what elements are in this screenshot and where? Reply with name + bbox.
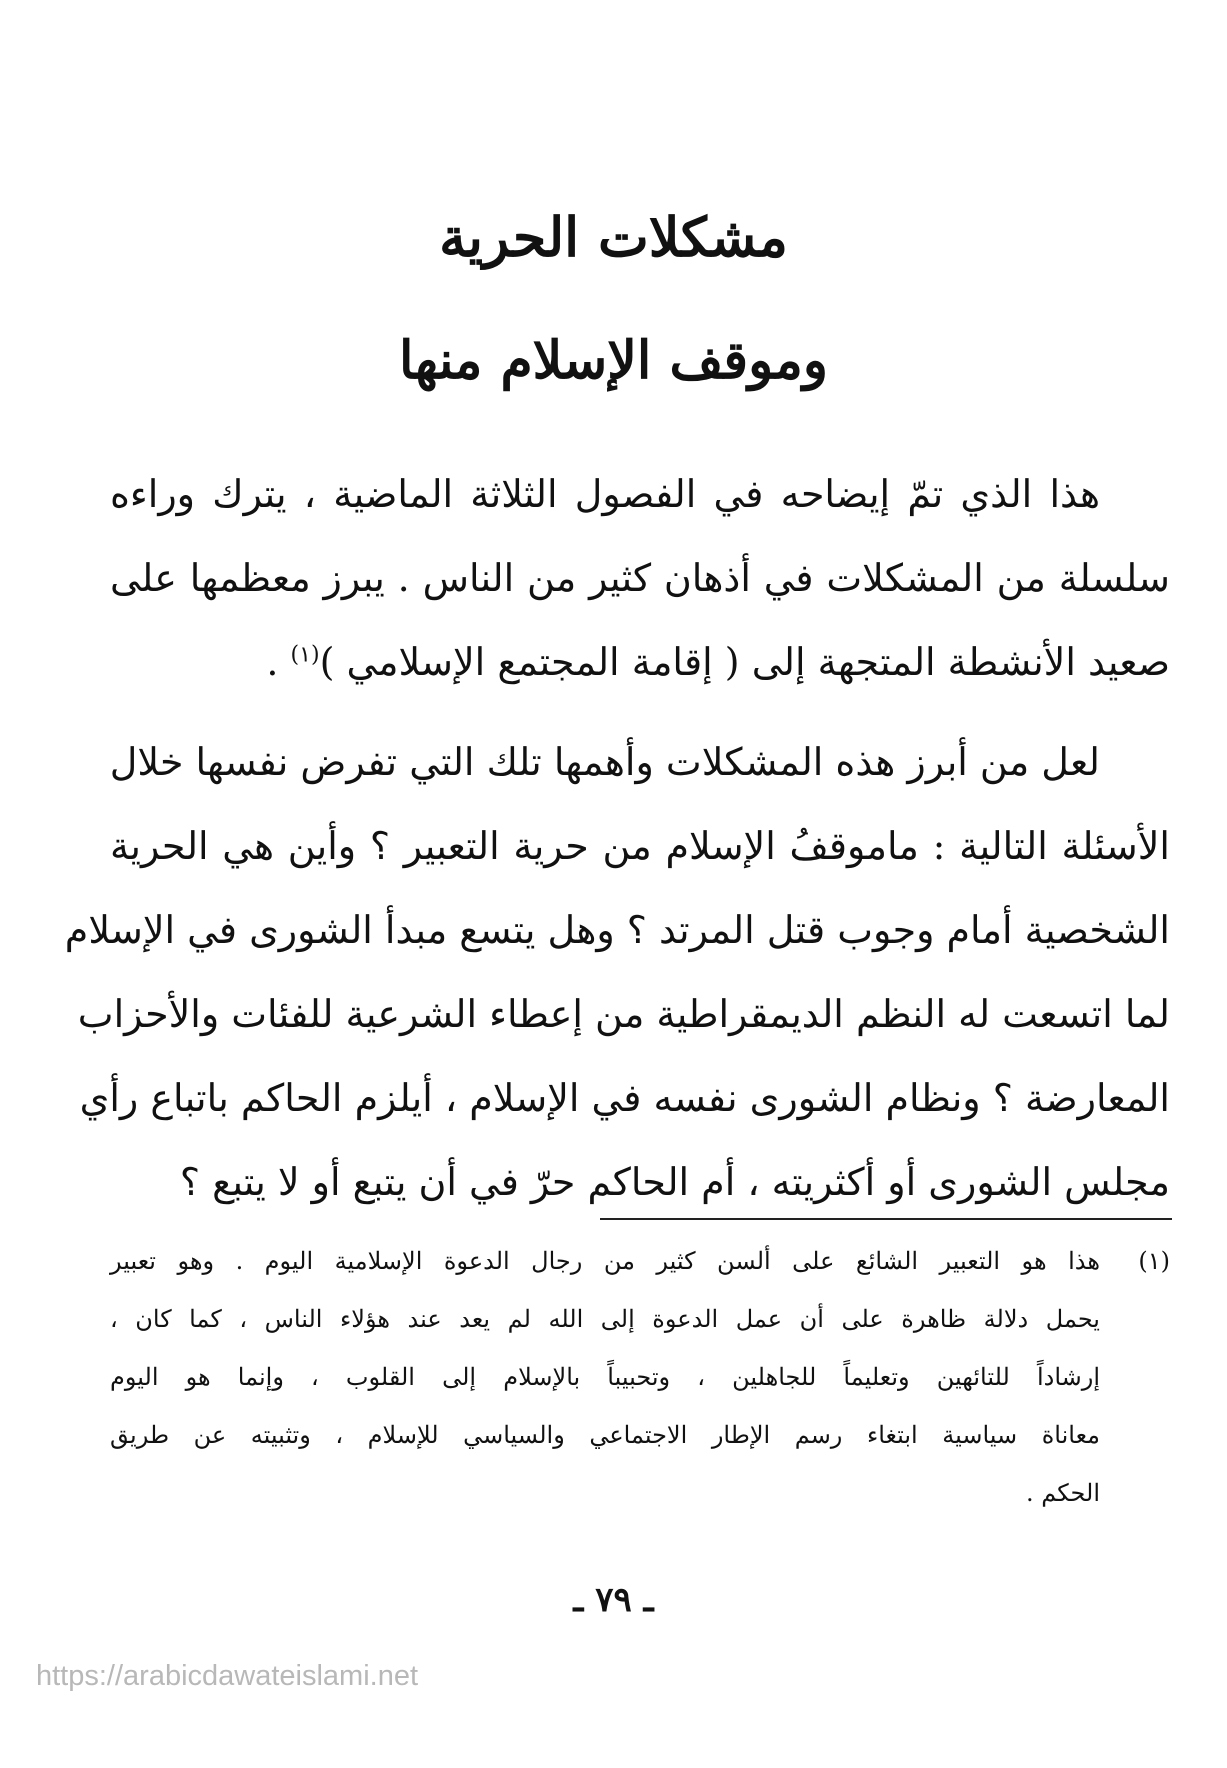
footnote-line: هذا هو التعبير الشائع على ألسن كثير من رجال الدعوة الإسلامية اليوم . وهو تعبير bbox=[110, 1247, 1100, 1275]
footnote-marker: (١) bbox=[1138, 1247, 1170, 1275]
paragraph-end-punctuation: . bbox=[266, 640, 291, 684]
footnote bbox=[110, 1232, 1170, 1522]
paragraph-line: سلسلة من المشكلات في أذهان كثير من الناس . يبرز معظمها على bbox=[110, 556, 1170, 600]
paragraph-line: هذا الذي تمّ إيضاحه في الفصول الثلاثة الماضية ، يترك وراءه bbox=[110, 472, 1100, 516]
paragraph-2 bbox=[64, 720, 1170, 1224]
footnote-body bbox=[110, 1232, 1100, 1522]
footnote-separator bbox=[600, 1218, 1172, 1220]
chapter-subtitle: وموقف الإسلام منها bbox=[399, 330, 828, 391]
chapter-title: مشكلات الحرية bbox=[439, 205, 788, 269]
paragraph-line-text: صعيد الأنشطة المتجهة إلى ( إقامة المجتمع الإسلامي ) bbox=[319, 640, 1170, 684]
paragraph-line: مجلس الشورى أو أكثريته ، أم الحاكم حرّ في أن يتبع أو لا يتبع ؟ bbox=[179, 1160, 1170, 1204]
footnote-line: يحمل دلالة ظاهرة على أن عمل الدعوة إلى الله لم يعد عند هؤلاء الناس ، كما كان ، bbox=[110, 1305, 1100, 1333]
paragraph-line: المعارضة ؟ ونظام الشورى نفسه في الإسلام ، أيلزم الحاكم باتباع رأي bbox=[79, 1076, 1170, 1120]
paragraph-line bbox=[110, 620, 1170, 704]
paragraph-1 bbox=[110, 452, 1170, 704]
footnote-reference[interactable]: (١) bbox=[290, 642, 320, 668]
paragraph-line: الأسئلة التالية : ماموقفُ الإسلام من حرية التعبير ؟ وأين هي الحرية bbox=[110, 824, 1170, 868]
paragraph-line: لما اتسعت له النظم الديمقراطية من إعطاء الشرعية للفئات والأحزاب bbox=[77, 992, 1170, 1036]
page-number: ـ ٧٩ ـ bbox=[573, 1580, 654, 1620]
footnote-line: معاناة سياسية ابتغاء رسم الإطار الاجتماعي والسياسي للإسلام ، وتثبيته عن طريق bbox=[110, 1421, 1100, 1449]
paragraph-line: الشخصية أمام وجوب قتل المرتد ؟ وهل يتسع مبدأ الشورى في الإسلام bbox=[64, 908, 1170, 952]
footnote-line: الحكم . bbox=[1026, 1479, 1100, 1507]
paragraph-line: لعل من أبرز هذه المشكلات وأهمها تلك التي تفرض نفسها خلال bbox=[109, 740, 1100, 784]
footnote-line: إرشاداً للتائهين وتعليماً للجاهلين ، وتحبيباً بالإسلام إلى القلوب ، وإنما هو اليوم bbox=[110, 1363, 1100, 1391]
watermark-url: https://arabicdawateislami.net bbox=[36, 1660, 419, 1692]
